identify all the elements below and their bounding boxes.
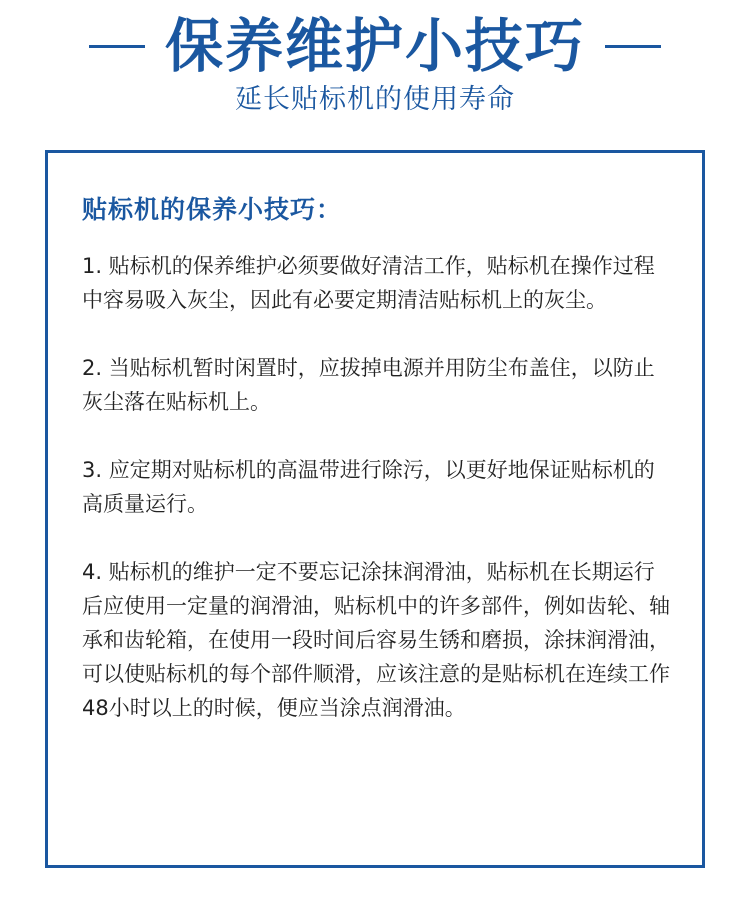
card-heading: 贴标机的保养小技巧： [82,195,343,224]
tip-item-2: 2. 当贴标机暂时闲置时，应拔掉电源并用防尘布盖住，以防止灰尘落在贴标机上。 [82,356,655,414]
title-divider-left [89,45,145,48]
title-row [0,8,750,84]
header [0,0,750,140]
tip-item-4: 4. 贴标机的维护一定不要忘记涂抹润滑油，贴标机在长期运行后应使用一定量的润滑油，贴标机中的许多部件，例如齿轮、轴承和齿轮箱，在使用一段时间后容易生锈和磨损，涂抹润滑油，可以使贴标机的每个部件顺滑，应该注意的是贴标机在连续工作48小时以上的时候，便应当涂点润滑油。 [82,560,670,720]
tip-item-3: 3. 应定期对贴标机的高温带进行除污，以更好地保证贴标机的高质量运行。 [82,458,655,516]
tip-item-1: 1. 贴标机的保养维护必须要做好清洁工作，贴标机在操作过程中容易吸入灰尘，因此有必要定期清洁贴标机上的灰尘。 [82,254,655,312]
title-divider-right [605,45,661,48]
page-title: 保养维护小技巧 [164,12,585,80]
tips-card [45,150,705,868]
page-subtitle: 延长贴标机的使用寿命 [235,84,515,115]
tips-list [82,249,672,759]
